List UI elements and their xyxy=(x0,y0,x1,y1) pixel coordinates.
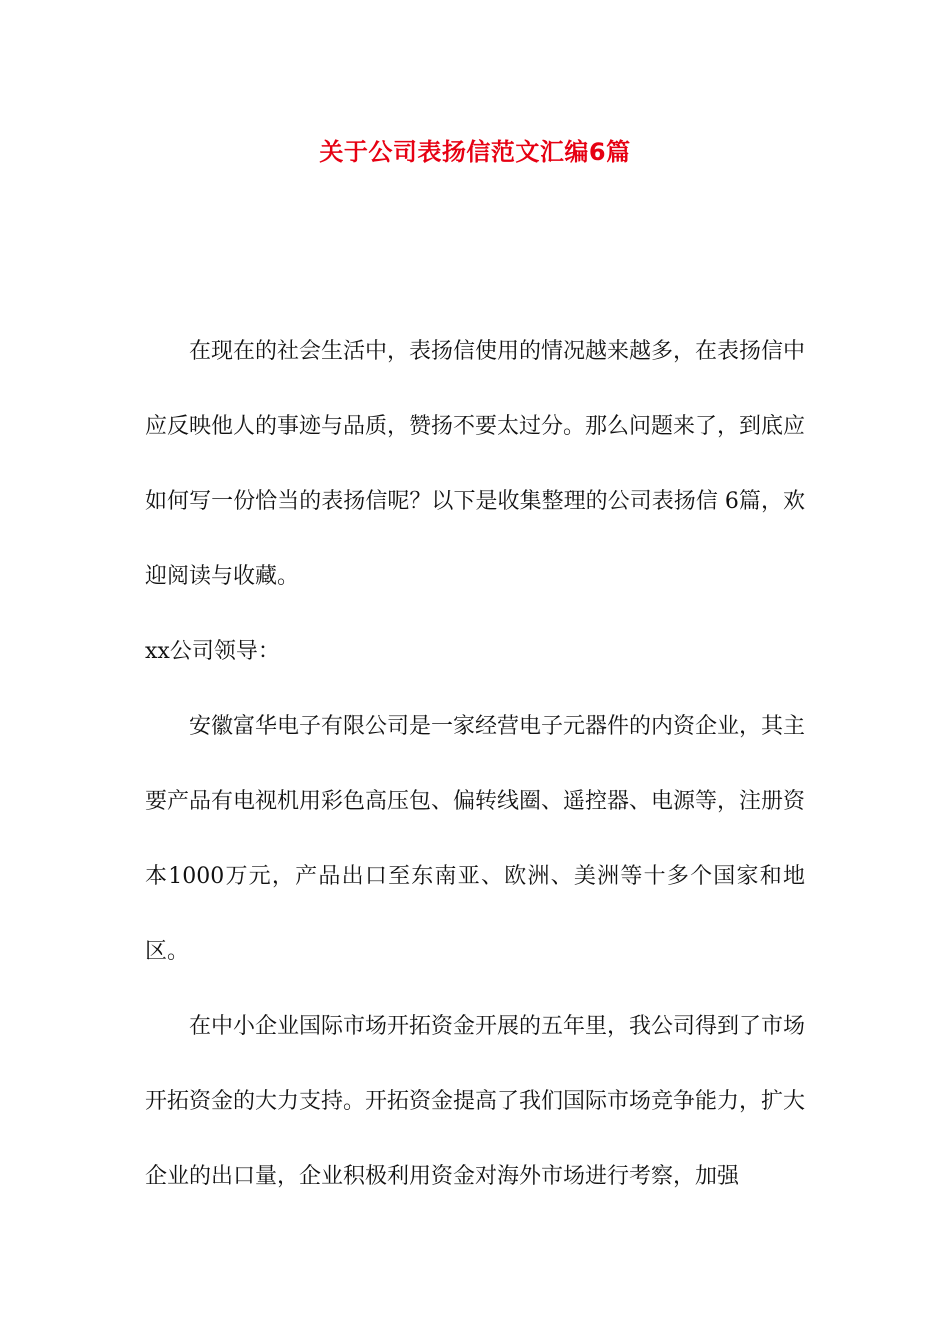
salutation: xx公司领导： xyxy=(145,639,280,664)
fund-support-paragraph: 在中小企业国际市场开拓资金开展的五年里，我公司得到了市场开拓资金的大力支持。开拓资金提高了我们国际市场竞争能力，扩大企业的出口量，企业积极利用资金对海外市场进行考察，加强 xyxy=(145,1014,806,1189)
intro-paragraph: 在现在的社会生活中，表扬信使用的情况越来越多，在表扬信中应反映他人的事迹与品质，赞扬不要太过分。那么问题来了，到底应如何写一份恰当的表扬信呢？以下是收集整理的公司表扬信 6篇，欢迎阅读与收藏。 xyxy=(145,339,806,589)
document-body xyxy=(145,314,805,1214)
document-title: 关于公司表扬信范文汇编6篇 xyxy=(319,138,631,166)
company-intro-paragraph: 安徽富华电子有限公司是一家经营电子元器件的内资企业，其主要产品有电视机用彩色高压包、偏转线圈、遥控器、电源等，注册资本1000万元，产品出口至东南亚、欧洲、美洲等十多个国家和地区。 xyxy=(145,714,806,964)
